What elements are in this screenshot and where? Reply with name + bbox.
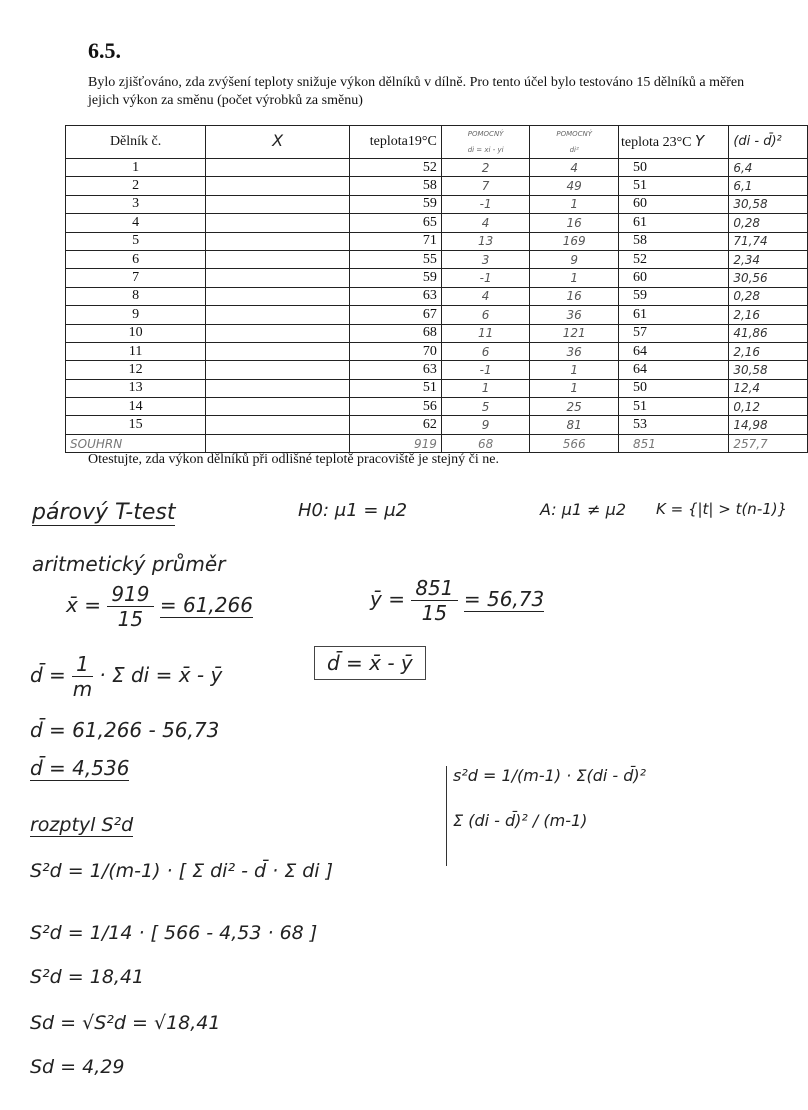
sum-difference: 68 <box>441 434 530 452</box>
xbar-den: 15 <box>117 607 144 631</box>
difference-squared-value: 1 <box>530 269 619 287</box>
xbar-fraction <box>107 582 153 631</box>
difference-squared-value: 16 <box>530 214 619 232</box>
ybar-result: = 56,73 <box>463 587 545 611</box>
difference-value: 7 <box>441 177 530 195</box>
dbar-num: 1 <box>72 652 93 677</box>
dbar-den: m <box>72 677 93 701</box>
deviation-squared-value: 6,4 <box>729 159 808 177</box>
deviation-squared-value: 2,16 <box>729 342 808 360</box>
worker-number: 8 <box>66 287 206 305</box>
difference-squared-value: 4 <box>530 159 619 177</box>
dbar-lhs: d̄ = <box>30 663 66 687</box>
temp19-value: 71 <box>350 232 442 250</box>
aux2-label: POMOCNÝ <box>556 130 593 138</box>
deviation-squared-value: 30,58 <box>729 195 808 213</box>
difference-squared-value: 121 <box>530 324 619 342</box>
temp19-value: 65 <box>350 214 442 232</box>
table-row <box>66 214 808 232</box>
table-header-row <box>66 126 808 159</box>
temp23-value: 57 <box>618 324 728 342</box>
table-row <box>66 287 808 305</box>
empty-cell <box>206 214 350 232</box>
worker-number: 14 <box>66 398 206 416</box>
sum-temp23: 851 <box>618 434 728 452</box>
difference-value: 9 <box>441 416 530 434</box>
table-row <box>66 379 808 397</box>
aux1-label: POMOCNÝ <box>467 130 504 138</box>
deviation-squared-value: 0,28 <box>729 214 808 232</box>
empty-cell <box>206 232 350 250</box>
empty-cell <box>206 379 350 397</box>
difference-squared-value: 169 <box>530 232 619 250</box>
temp19-value: 58 <box>350 177 442 195</box>
sum-label: SOUHRN <box>66 434 206 452</box>
worker-number: 10 <box>66 324 206 342</box>
deviation-squared-value: 30,58 <box>729 361 808 379</box>
empty-cell <box>206 250 350 268</box>
temp23-value: 51 <box>618 177 728 195</box>
empty-cell <box>206 361 350 379</box>
dbar-fraction <box>72 652 93 701</box>
table-row <box>66 177 808 195</box>
deviation-squared-value: 41,86 <box>729 324 808 342</box>
temp23-value: 50 <box>618 379 728 397</box>
variance-alt-2: Σ (di - d̄)² / (m-1) <box>453 811 588 830</box>
temp23-value: 58 <box>618 232 728 250</box>
difference-value: 1 <box>441 379 530 397</box>
difference-squared-value: 49 <box>530 177 619 195</box>
table-row <box>66 398 808 416</box>
deviation-label: (di - d̄)² <box>733 134 782 149</box>
hypothesis-a: A: μ1 ≠ μ2 <box>540 500 627 519</box>
temp23-value: 64 <box>618 342 728 360</box>
deviation-squared-value: 0,12 <box>729 398 808 416</box>
temp19-value: 56 <box>350 398 442 416</box>
sd-result: Sd = 4,29 <box>30 1056 125 1078</box>
table-row <box>66 159 808 177</box>
sum-deviation: 257,7 <box>729 434 808 452</box>
table-row <box>66 250 808 268</box>
worker-number: 5 <box>66 232 206 250</box>
dbar-box: d̄ = x̄ - ȳ <box>314 646 426 680</box>
test-name: párový T-test <box>32 500 176 525</box>
hypothesis-h0: H0: μ1 = μ2 <box>298 500 408 521</box>
question-text: Otestujte, zda výkon dělníků při odlišné teplotě pracoviště je stejný či ne. <box>88 452 499 467</box>
difference-value: -1 <box>441 361 530 379</box>
empty-cell <box>206 306 350 324</box>
difference-value: 6 <box>441 342 530 360</box>
x-mark: X <box>272 131 284 150</box>
worker-number: 3 <box>66 195 206 213</box>
xbar-result: = 61,266 <box>159 593 253 617</box>
empty-cell <box>206 287 350 305</box>
header-temp23 <box>618 126 728 159</box>
deviation-squared-value: 6,1 <box>729 177 808 195</box>
temp19-value: 63 <box>350 287 442 305</box>
ybar-num: 851 <box>411 576 457 601</box>
difference-value: 11 <box>441 324 530 342</box>
temp19-value: 59 <box>350 269 442 287</box>
temp23-value: 61 <box>618 306 728 324</box>
temp19-value: 67 <box>350 306 442 324</box>
worker-number: 13 <box>66 379 206 397</box>
data-table <box>65 125 808 453</box>
variance-calc: S²d = 1/14 · [ 566 - 4,53 · 68 ] <box>30 922 318 944</box>
table-row <box>66 342 808 360</box>
worker-number: 2 <box>66 177 206 195</box>
table-sum-row <box>66 434 808 452</box>
temp23-value: 53 <box>618 416 728 434</box>
difference-value: 2 <box>441 159 530 177</box>
variance-formula: S²d = 1/(m-1) · [ Σ di² - d̄ · Σ di ] <box>30 860 334 882</box>
deviation-squared-value: 14,98 <box>729 416 808 434</box>
exercise-intro: Bylo zjišťováno, zda zvýšení teploty snižuje výkon dělníků v dílně. Pro tento účel bylo testováno 15 dělníků a měřen jejich výkon za směnu (počet výrobků za směnu) <box>88 75 745 108</box>
temp19-value: 59 <box>350 195 442 213</box>
difference-squared-value: 9 <box>530 250 619 268</box>
empty-cell <box>206 269 350 287</box>
temp23-value: 60 <box>618 195 728 213</box>
dbar-rest: · Σ di = x̄ - ȳ <box>99 663 223 687</box>
temp23-value: 60 <box>618 269 728 287</box>
difference-value: -1 <box>441 195 530 213</box>
header-x-mark <box>206 126 350 159</box>
deviation-squared-value: 2,34 <box>729 250 808 268</box>
worker-number: 1 <box>66 159 206 177</box>
difference-value: 3 <box>441 250 530 268</box>
ybar-fraction <box>411 576 457 625</box>
deviation-squared-value: 30,56 <box>729 269 808 287</box>
empty-cell <box>206 324 350 342</box>
variance-alternatives <box>446 766 646 866</box>
aux2-formula: di² <box>569 146 579 154</box>
difference-squared-value: 1 <box>530 379 619 397</box>
deviation-squared-value: 71,74 <box>729 232 808 250</box>
dbar-result: d̄ = 4,536 <box>30 756 130 780</box>
ybar-den: 15 <box>421 601 448 625</box>
table-row <box>66 361 808 379</box>
difference-squared-value: 81 <box>530 416 619 434</box>
difference-value: 4 <box>441 287 530 305</box>
variance-alt-1: s²d = 1/(m-1) · Σ(di - d̄)² <box>453 766 647 785</box>
temp19-value: 70 <box>350 342 442 360</box>
sum-temp19: 919 <box>350 434 442 452</box>
mean-heading: aritmetický průměr <box>32 552 226 576</box>
xbar-num: 919 <box>107 582 153 607</box>
temp23-value: 61 <box>618 214 728 232</box>
temp23-value: 52 <box>618 250 728 268</box>
empty-cell <box>206 342 350 360</box>
difference-squared-value: 36 <box>530 342 619 360</box>
table-row <box>66 195 808 213</box>
difference-value: 5 <box>441 398 530 416</box>
sum-difference-squared: 566 <box>530 434 619 452</box>
deviation-squared-value: 2,16 <box>729 306 808 324</box>
worker-number: 15 <box>66 416 206 434</box>
temp23-value: 50 <box>618 159 728 177</box>
table-row <box>66 324 808 342</box>
header-temp19: teplota19°C <box>350 126 442 159</box>
temp19-value: 51 <box>350 379 442 397</box>
xbar-lhs: x̄ = <box>66 593 101 617</box>
sd-formula: Sd = √S²d = √18,41 <box>30 1012 221 1034</box>
difference-squared-value: 1 <box>530 361 619 379</box>
difference-value: -1 <box>441 269 530 287</box>
table-row <box>66 306 808 324</box>
exercise-number: 6.5. <box>88 38 121 63</box>
temp23-label: teplota 23°C <box>620 135 692 150</box>
critical-region: K = {|t| > t(n-1)} <box>656 500 788 518</box>
difference-value: 6 <box>441 306 530 324</box>
difference-value: 13 <box>441 232 530 250</box>
empty-cell <box>206 416 350 434</box>
worker-number: 7 <box>66 269 206 287</box>
empty-cell <box>206 177 350 195</box>
header-aux1 <box>441 126 530 159</box>
dbar-formula <box>30 652 222 701</box>
difference-squared-value: 16 <box>530 287 619 305</box>
deviation-squared-value: 0,28 <box>729 287 808 305</box>
empty-cell <box>206 398 350 416</box>
worker-number: 9 <box>66 306 206 324</box>
table-row <box>66 416 808 434</box>
worker-number: 6 <box>66 250 206 268</box>
worker-number: 11 <box>66 342 206 360</box>
difference-squared-value: 36 <box>530 306 619 324</box>
dbar-calc: d̄ = 61,266 - 56,73 <box>30 718 220 742</box>
temp23-value: 64 <box>618 361 728 379</box>
y-mark: Y <box>695 132 705 150</box>
header-aux2 <box>530 126 619 159</box>
temp23-value: 59 <box>618 287 728 305</box>
table-row <box>66 269 808 287</box>
header-deviation <box>729 126 808 159</box>
empty-cell <box>206 195 350 213</box>
empty-cell <box>206 434 350 452</box>
ybar-formula <box>370 576 544 625</box>
temp19-value: 63 <box>350 361 442 379</box>
worker-number: 4 <box>66 214 206 232</box>
deviation-squared-value: 12,4 <box>729 379 808 397</box>
variance-heading: rozptyl S²d <box>30 814 134 836</box>
temp19-value: 55 <box>350 250 442 268</box>
difference-squared-value: 25 <box>530 398 619 416</box>
temp19-value: 52 <box>350 159 442 177</box>
aux1-formula: di = xi - yi <box>467 146 504 154</box>
header-worker: Dělník č. <box>66 126 206 159</box>
temp19-value: 68 <box>350 324 442 342</box>
temp19-value: 62 <box>350 416 442 434</box>
worker-number: 12 <box>66 361 206 379</box>
xbar-formula <box>66 582 253 631</box>
variance-result: S²d = 18,41 <box>30 966 145 988</box>
table-row <box>66 232 808 250</box>
difference-squared-value: 1 <box>530 195 619 213</box>
temp23-value: 51 <box>618 398 728 416</box>
empty-cell <box>206 159 350 177</box>
ybar-lhs: ȳ = <box>370 587 405 611</box>
difference-value: 4 <box>441 214 530 232</box>
